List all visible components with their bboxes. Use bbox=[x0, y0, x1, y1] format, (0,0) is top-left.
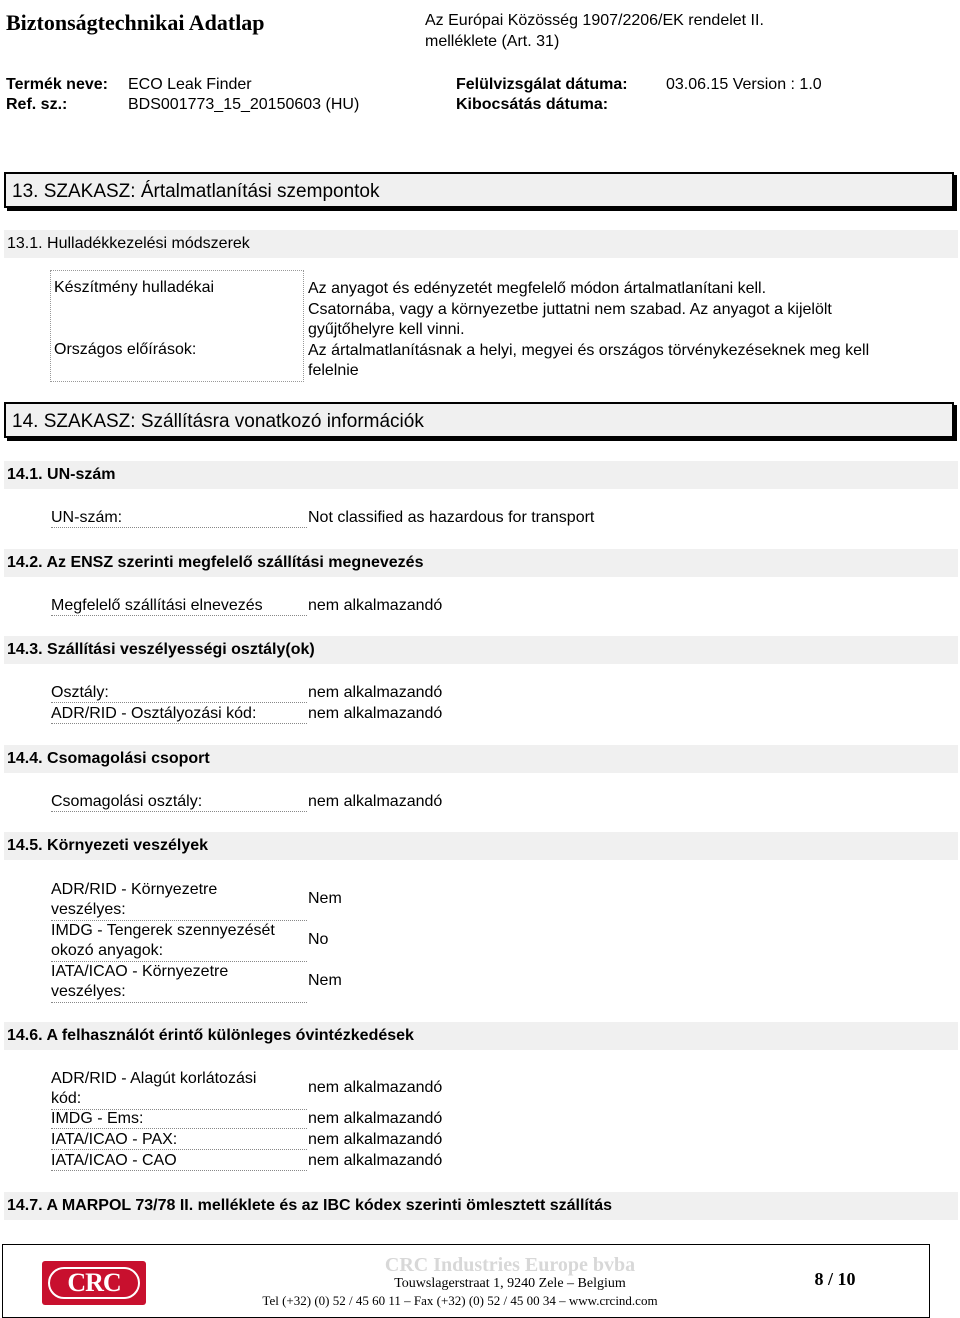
company-contact: Tel (+32) (0) 52 / 45 60 11 – Fax (+32) (0) 52 / 45 00 34 – www.crcind.com bbox=[262, 1293, 658, 1308]
shipping-name-label: Megfelelő szállítási elnevezés bbox=[51, 597, 307, 616]
label-line: okozó anyagok: bbox=[51, 942, 164, 959]
ref-number-value: BDS001773_15_20150603 (HU) bbox=[128, 96, 360, 113]
adr-env-hazard-label bbox=[51, 880, 307, 921]
regulation-line-1: Az Európai Közösség 1907/2206/EK rendelet II. bbox=[425, 12, 764, 29]
label-line: ADR/RID - Alagút korlátozási bbox=[51, 1070, 257, 1087]
iata-cao-value: nem alkalmazandó bbox=[308, 1152, 443, 1169]
product-name-value: ECO Leak Finder bbox=[128, 76, 252, 93]
imdg-ems-label: IMDG - Ems: bbox=[51, 1110, 307, 1129]
waste-label: Készítmény hulladékai bbox=[54, 279, 215, 296]
company-name: CRC Industries Europe bvba bbox=[384, 1254, 636, 1276]
national-regulations-label: Országos előírások: bbox=[54, 341, 197, 358]
label-line: IMDG - Tengerek szennyezését bbox=[51, 922, 275, 939]
section-14-title: 14. SZAKASZ: Szállításra vonatkozó információk bbox=[4, 402, 954, 438]
shipping-name-value: nem alkalmazandó bbox=[308, 597, 443, 614]
product-name-label: Termék neve: bbox=[6, 76, 108, 93]
un-number-label: UN-szám: bbox=[51, 509, 307, 528]
packing-group-label: Csomagolási osztály: bbox=[51, 793, 307, 812]
label-line: ADR/RID - Környezetre bbox=[51, 881, 218, 898]
adr-classification-value: nem alkalmazandó bbox=[308, 705, 443, 722]
iata-env-hazard-value: Nem bbox=[308, 972, 342, 989]
packing-group-value: nem alkalmazandó bbox=[308, 793, 443, 810]
hazard-class-value: nem alkalmazandó bbox=[308, 684, 443, 701]
issue-date-label: Kibocsátás dátuma: bbox=[456, 96, 609, 113]
un-number-value: Not classified as hazardous for transport bbox=[308, 509, 595, 526]
tunnel-code-label bbox=[51, 1069, 307, 1110]
imdg-marine-pollutant-label bbox=[51, 921, 307, 962]
subsection-14-1-heading: 14.1. UN-szám bbox=[4, 461, 958, 489]
subsection-14-3-heading: 14.3. Szállítási veszélyességi osztály(ok) bbox=[4, 636, 958, 664]
hazard-class-label: Osztály: bbox=[51, 684, 307, 703]
iata-pax-label: IATA/ICAO - PAX: bbox=[51, 1131, 307, 1150]
subsection-14-6-heading: 14.6. A felhasználót érintő különleges óvintézkedések bbox=[4, 1022, 958, 1050]
iata-cao-label: IATA/ICAO - CAO bbox=[51, 1152, 307, 1171]
disposal-line: Csatornába, vagy a környezetbe juttatni nem szabad. Az anyagot a kijelölt bbox=[308, 300, 832, 318]
subsection-14-7-heading: 14.7. A MARPOL 73/78 II. melléklete és az IBC kódex szerinti ömlesztett szállítás bbox=[4, 1192, 958, 1220]
disposal-instructions bbox=[308, 279, 869, 382]
label-line: veszélyes: bbox=[51, 901, 126, 918]
company-address: Touwslagerstraat 1, 9240 Zele – Belgium bbox=[394, 1276, 626, 1291]
regulation-line-2: melléklete (Art. 31) bbox=[425, 33, 560, 50]
regulation-reference bbox=[425, 10, 764, 52]
subsection-14-2-heading: 14.2. Az ENSZ szerinti megfelelő szállítási megnevezés bbox=[4, 549, 958, 577]
page-number: 8 / 10 bbox=[814, 1269, 856, 1289]
label-line: kód: bbox=[51, 1090, 82, 1107]
disposal-line: Az anyagot és edényzetét megfelelő módon ártalmatlanítani kell. bbox=[308, 280, 767, 297]
label-line: IATA/ICAO - Környezetre bbox=[51, 963, 229, 980]
adr-classification-label: ADR/RID - Osztályozási kód: bbox=[51, 705, 307, 724]
iata-env-hazard-label bbox=[51, 962, 307, 1003]
review-date-label: Felülvizsgálat dátuma: bbox=[456, 76, 628, 93]
crc-logo bbox=[42, 1261, 146, 1305]
subsection-14-4-heading: 14.4. Csomagolási csoport bbox=[4, 745, 958, 773]
disposal-line: gyűjtőhelyre kell vinni. bbox=[308, 321, 465, 338]
document-title: Biztonságtechnikai Adatlap bbox=[6, 10, 265, 35]
iata-pax-value: nem alkalmazandó bbox=[308, 1131, 443, 1148]
subsection-13-1-heading: 13.1. Hulladékkezelési módszerek bbox=[4, 230, 958, 258]
disposal-line: felelnie bbox=[308, 362, 359, 379]
imdg-ems-value: nem alkalmazandó bbox=[308, 1110, 443, 1127]
section-13-title: 13. SZAKASZ: Ártalmatlanítási szempontok bbox=[4, 172, 954, 208]
subsection-14-5-heading: 14.5. Környezeti veszélyek bbox=[4, 832, 958, 860]
logo-text: CRC bbox=[48, 1267, 140, 1299]
disposal-line: Az ártalmatlanításnak a helyi, megyei és országos törvénykezéseknek meg kell bbox=[308, 341, 870, 359]
tunnel-code-value: nem alkalmazandó bbox=[308, 1079, 443, 1096]
imdg-marine-pollutant-value: No bbox=[308, 931, 329, 948]
ref-number-label: Ref. sz.: bbox=[6, 96, 68, 113]
label-line: veszélyes: bbox=[51, 983, 126, 1000]
adr-env-hazard-value: Nem bbox=[308, 890, 342, 907]
review-date-value: 03.06.15 Version : 1.0 bbox=[666, 76, 822, 93]
